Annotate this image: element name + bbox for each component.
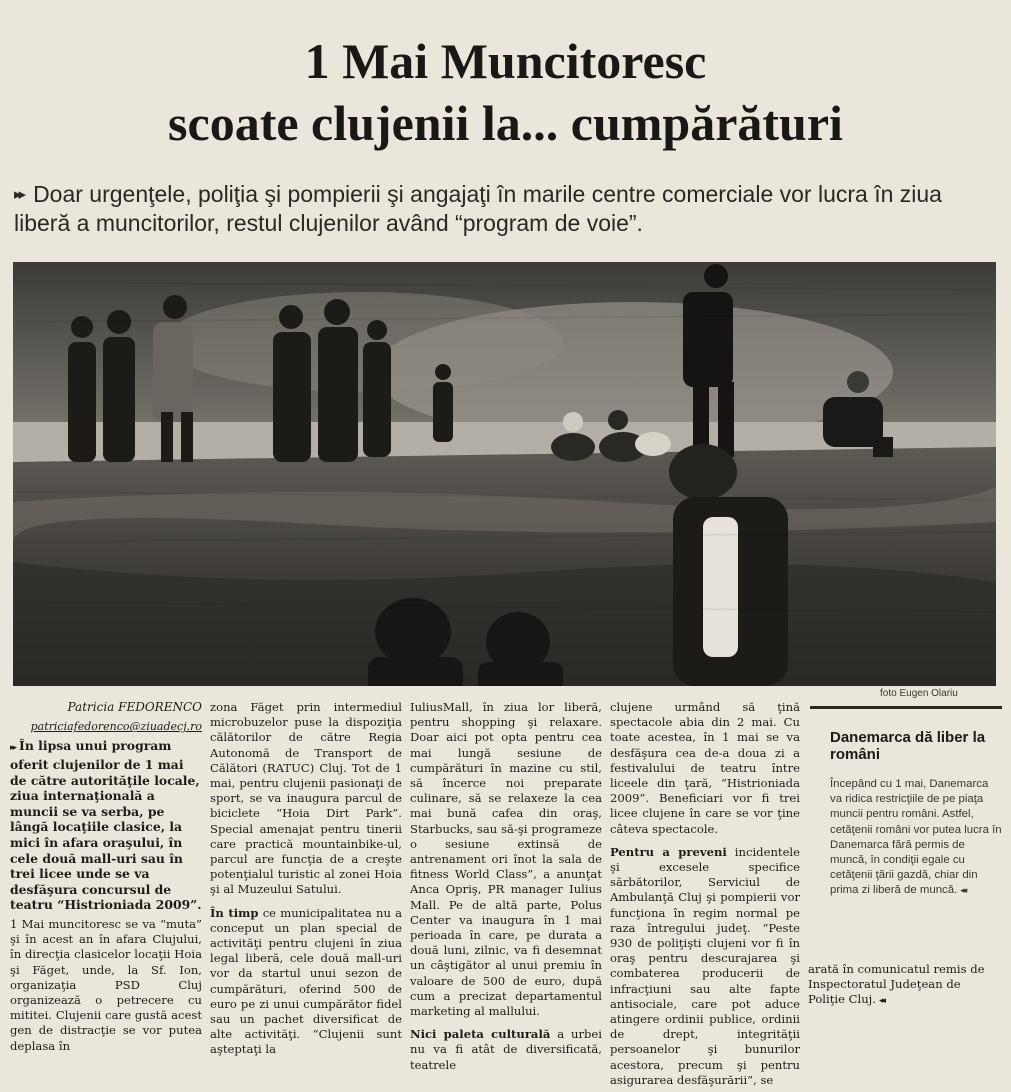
double-arrow-icon: ▸▸	[14, 186, 24, 203]
run-in-heading: Nici paleta culturală	[410, 1027, 551, 1042]
article-paragraph	[610, 845, 800, 1088]
article-paragraph: IuliusMall, în ziua lor liberă, pentru shopping şi relaxare. Doar aici pot opta pentru cea mai lungă sesiune de cumpărături în mazine cu stil, să încerce noi preparate culinare, să se relaxeze la cea mai bună cafea din oraş, Starbucks, sau să-şi programeze o sesiune extinsă de antrenament ori înot la sala de fitness World Class”, a anunţat Anca Opriş, PR manager Iulius Mall. Pe de altă parte, Polus Center va inaugura în 1 mai perioada în care, pe durata a două luni, zilnic, va fi desemnat un câştigător al unui premiu în valoare de 500 de euro, după cum a precizat departamentul marketing al mallului.	[410, 700, 602, 1019]
article-lead	[10, 738, 202, 913]
paragraph-text: ce municipalitatea nu a conceput un plan special de activităţi pentru clujeni în ziua legal liberă, cele două mall-uri vor da startul unui sezon de cumpărături, oferind 500 de euro pe zi unui cumpărător fidel sau un pachet diversificat de alte activităţi. “Clujenii sunt aşteptaţi la	[210, 905, 402, 1057]
run-in-heading: În timp	[210, 905, 259, 920]
double-arrow-icon: ▸▸	[10, 743, 16, 754]
byline-email: patriciafedorenco@ziuadecj.ro	[30, 720, 202, 734]
article-column-2	[210, 700, 402, 1062]
photo-credit: foto Eugen Olariu	[880, 688, 958, 699]
deck-text: Doar urgenţele, poliţia şi pompierii şi angajaţi în marile centre comerciale vor lucra în ziua liberă a muncitorilor, restul clujenilor având “program de voie”.	[14, 181, 942, 236]
byline-name: Patricia FEDORENCO	[67, 700, 202, 714]
article-paragraph	[808, 962, 1000, 1010]
lead-text: În lipsa unui program oferit clujenilor de 1 mai de către autorităţile locale, ziua internaţională a muncii se va serba, pe lângă locaţiile clasice, la mici în afara oraşului, în cele două mall-uri sau în trei licee unde se va desfăşura concursul de teatru “Histrioniada 2009”.	[10, 738, 202, 913]
end-mark-icon: ◂◂	[960, 885, 966, 896]
article-paragraph	[210, 906, 402, 1058]
article-paragraph: clujene urmând să ţină spectacole abia din 2 mai. Cu toate acestea, în 1 mai se va desfăşura cea de-a doua zi a festivalului de teatru între liceele din ţară, “Histrioniada 2009”. Beneficiari vor fi trei licee clujene în care se vor ţine câteva spectacole.	[610, 700, 800, 836]
sidebar-title: Danemarca dă liber la români	[830, 729, 986, 763]
paragraph-text: incidentele şi excesele specifice sărbătorilor, Serviciul de Ambulanţă Cluj şi pompierii vor funcţiona în regim normal pe raza întregului judeţ. “Peste 930 de poliţişti clujeni vor fi în oraş pentru descurajarea şi combaterea producerii de infracţiuni sau alte fapte antisociale, care pot aduce atingere ordinii publice, ordinii de drept, integrităţii persoanelor şi bunurilor acestora, precum şi pentru asigurarea desfăşurării”, se	[610, 844, 800, 1087]
sidebar-text: Începând cu 1 mai, Danemarca va ridica restricţiile de pe piaţa muncii pentru români. Astfel, cetăţenii români vor putea lucra în Danemarca fără permis de muncă, în condiţii egale cu cetăţenii ţării gazdă, chiar din prima zi liberă de muncă.	[830, 778, 1002, 897]
headline-line-1: 1 Mai Muncitoresc	[304, 33, 707, 89]
article-paragraph: zona Făget prin intermediul microbuzelor puse la dispoziţia călătorilor de către Regia Autonomă de Transport de Călători (RATUC) Cluj. Tot de 1 mai, pentru clujenii pasionaţi de sport, se va inaugura parcul de biciclete “Hoia Dirt Park”. Special amenajat pentru tinerii care practică mountainbike-ul, parcul are funcţia de a creşte potenţialul turistic al zonei Hoia şi al Muzeului Satului.	[210, 700, 402, 897]
article-paragraph	[410, 1027, 602, 1073]
sidebar-body	[830, 777, 1002, 899]
news-photo	[13, 262, 996, 686]
article-column-5	[808, 962, 1000, 1014]
article-paragraph: 1 Mai muncitoresc se va “muta” şi în acest an în afara Clujului, în direcţia clasicelor locaţii Hoia şi Făget, unde, la Sf. Ion, organizaţia PSD Cluj organizează o petrecere cu mititei. Clujenii care gustă acest gen de distracţie se vor putea deplasa în	[10, 916, 202, 1053]
run-in-heading: Pentru a preveni	[610, 844, 727, 859]
paragraph-text: a urbei nu va fi atât de diversificată, teatrele	[410, 1027, 602, 1072]
headline-line-2: scoate clujenii la... cumpărături	[168, 95, 843, 151]
deck	[14, 180, 999, 238]
paragraph-text: arată în comunicatul remis de Inspectoratul Judeţean de Poliţie Cluj.	[808, 962, 985, 1007]
sidebar-box	[810, 706, 1002, 934]
article-column-1	[10, 700, 202, 1058]
article-column-3	[410, 700, 602, 1077]
headline	[0, 30, 1011, 154]
photo-people-on-hill	[13, 262, 996, 686]
article-column-4	[610, 700, 800, 1092]
end-mark-icon: ◂◂	[878, 996, 885, 1007]
